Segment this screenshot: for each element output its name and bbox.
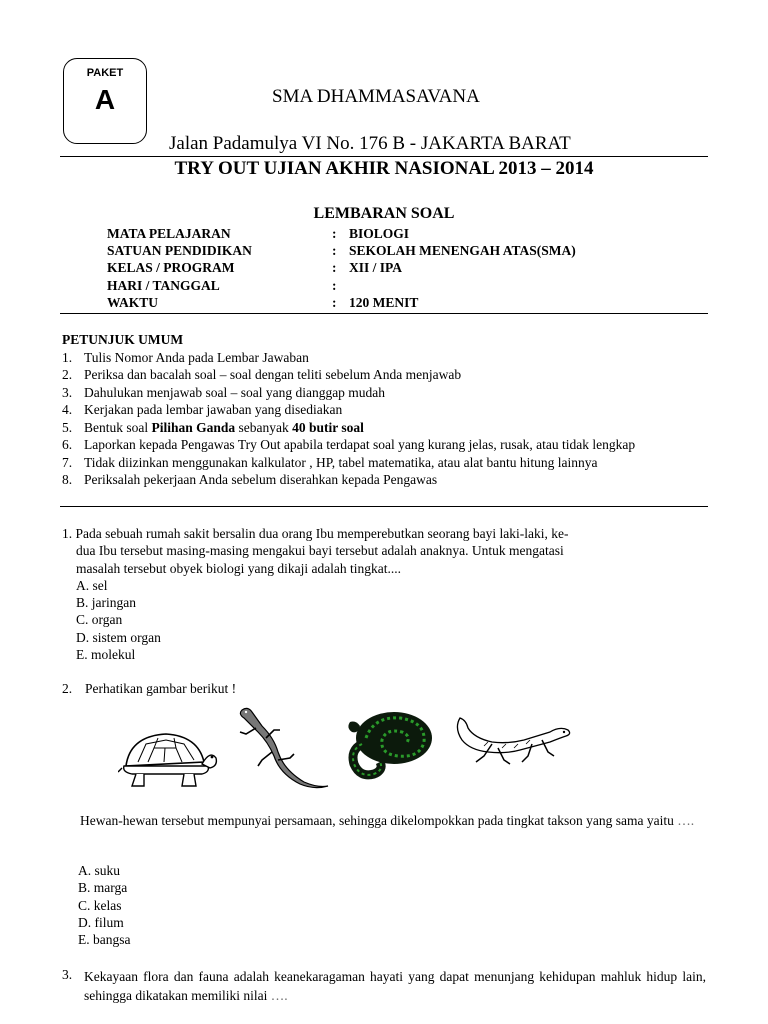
instruction-bold-type: Pilihan Ganda bbox=[151, 419, 236, 435]
instruction-number: 8. bbox=[62, 472, 73, 487]
instruction-item bbox=[62, 384, 635, 402]
meta-key: SATUAN PENDIDIKAN bbox=[107, 243, 252, 259]
question-1 bbox=[62, 525, 568, 663]
question-text: dua Ibu tersebut masing-masing mengakui bayi tersebut adalah anaknya. Untuk mengatasi bbox=[76, 543, 564, 559]
answer-option: E. bangsa bbox=[78, 932, 131, 948]
paket-box bbox=[63, 58, 147, 144]
instruction-number: 3. bbox=[62, 384, 73, 400]
meta-colon: : bbox=[332, 277, 337, 293]
instruction-item bbox=[62, 366, 635, 384]
question-number: 3. bbox=[62, 967, 73, 982]
instruction-text: Periksa dan bacalah soal – soal dengan teliti sebelum Anda menjawab bbox=[84, 367, 462, 382]
school-address: Jalan Padamulya VI No. 176 B - JAKARTA BARAT bbox=[169, 133, 571, 154]
turtle-image bbox=[118, 728, 218, 790]
meta-row bbox=[107, 277, 576, 294]
lizard-image bbox=[234, 704, 332, 790]
question-text: Hewan-hewan tersebut mempunyai persamaan, sehingga dikelompokkan pada tingkat takson yang sama yaitu bbox=[80, 813, 674, 828]
meta-colon: : bbox=[332, 260, 337, 276]
question-prompt: Perhatikan gambar berikut ! bbox=[85, 681, 237, 696]
instruction-number: 1. bbox=[62, 349, 73, 365]
sheet-title: LEMBARAN SOAL bbox=[313, 205, 455, 222]
meta-row bbox=[107, 242, 576, 259]
instructions bbox=[62, 331, 635, 489]
instruction-text: Periksalah pekerjaan Anda sebelum diserahkan kepada Pengawas bbox=[84, 472, 438, 487]
meta-row bbox=[107, 294, 576, 311]
instruction-item bbox=[62, 454, 635, 472]
header-divider bbox=[60, 156, 708, 157]
instruction-number: 2. bbox=[62, 367, 73, 382]
instruction-bold-count: 40 butir soal bbox=[292, 419, 364, 435]
meta-key: MATA PELAJARAN bbox=[107, 226, 231, 241]
instruction-text: Kerjakan pada lembar jawaban yang disediakan bbox=[84, 402, 343, 417]
meta-key: WAKTU bbox=[107, 294, 159, 310]
instruction-number: 7. bbox=[62, 454, 73, 470]
answer-option: D. filum bbox=[78, 914, 124, 930]
meta-colon: : bbox=[332, 243, 337, 259]
instruction-number: 5. bbox=[62, 419, 73, 435]
instruction-item bbox=[62, 436, 635, 454]
instruction-text: Laporkan kepada Pengawas Try Out apabila terdapat soal yang kurang jelas, rusak, atau tidak lengkap bbox=[84, 437, 636, 452]
instruction-text: Tidak diizinkan menggunakan kalkulator , HP, tabel matematika, atau alat bantu hitung lainnya bbox=[84, 454, 598, 470]
exam-meta bbox=[107, 225, 576, 311]
meta-key: HARI / TANGGAL bbox=[107, 277, 220, 293]
answer-option: B. marga bbox=[78, 880, 128, 896]
answer-option: A. sel bbox=[76, 577, 108, 593]
meta-row bbox=[107, 259, 576, 276]
meta-value: 120 MENIT bbox=[349, 294, 419, 310]
answer-option: B. jaringan bbox=[76, 595, 136, 611]
answer-option: C. kelas bbox=[78, 897, 122, 913]
question-ellipsis: …. bbox=[677, 813, 695, 828]
instructions-heading: PETUNJUK UMUM bbox=[62, 332, 184, 347]
paket-label: PAKET bbox=[86, 67, 124, 79]
animal-pictures bbox=[118, 704, 578, 789]
instruction-number: 4. bbox=[62, 402, 73, 417]
question-number: 2. bbox=[62, 681, 73, 696]
question-text: 1. Pada sebuah rumah sakit bersalin dua orang Ibu memperebutkan seorang bayi laki-laki, ke- bbox=[62, 526, 569, 541]
answer-option: D. sistem organ bbox=[76, 629, 161, 645]
meta-value: XII / IPA bbox=[349, 260, 403, 276]
meta-row bbox=[107, 225, 576, 242]
instruction-text: Dahulukan menjawab soal – soal yang dianggap mudah bbox=[84, 384, 386, 400]
paket-letter: A bbox=[94, 84, 116, 115]
instruction-item bbox=[62, 349, 635, 367]
snake-image bbox=[344, 708, 436, 784]
instruction-item bbox=[62, 419, 635, 437]
meta-key: KELAS / PROGRAM bbox=[107, 260, 235, 276]
question-3 bbox=[62, 967, 706, 1005]
question-ellipsis: …. bbox=[270, 988, 288, 1003]
monitor-lizard-image bbox=[454, 704, 574, 784]
question-2 bbox=[62, 681, 236, 697]
meta-value: SEKOLAH MENENGAH ATAS(SMA) bbox=[349, 243, 576, 259]
instruction-item bbox=[62, 471, 635, 489]
meta-value: BIOLOGI bbox=[349, 226, 410, 241]
question-2-text bbox=[80, 810, 706, 831]
instruction-text: Tulis Nomor Anda pada Lembar Jawaban bbox=[84, 349, 309, 365]
meta-colon: : bbox=[332, 226, 337, 241]
instruction-item bbox=[62, 401, 635, 419]
answer-option: A. suku bbox=[78, 863, 121, 878]
exam-title: TRY OUT UJIAN AKHIR NASIONAL 2013 – 2014 bbox=[174, 158, 594, 179]
meta-colon: : bbox=[332, 294, 337, 310]
instruction-text: sebanyak bbox=[235, 419, 293, 435]
school-name: SMA DHAMMASAVANA bbox=[272, 86, 480, 107]
answer-option: E. molekul bbox=[76, 647, 136, 663]
instructions-divider bbox=[60, 506, 708, 507]
instruction-number: 6. bbox=[62, 437, 73, 452]
instruction-text: Bentuk soal bbox=[84, 419, 152, 435]
meta-divider bbox=[60, 313, 708, 314]
question-text: masalah tersebut obyek biologi yang dikaji adalah tingkat.... bbox=[76, 560, 402, 576]
question-text: Kekayaan flora dan fauna adalah keanekaragaman hayati yang dapat menunjang kehidupan mahluk hidup lain, sehingga dikatakan memiliki nilai bbox=[84, 969, 706, 1003]
answer-option: C. organ bbox=[76, 612, 123, 628]
question-2-options bbox=[78, 862, 130, 948]
